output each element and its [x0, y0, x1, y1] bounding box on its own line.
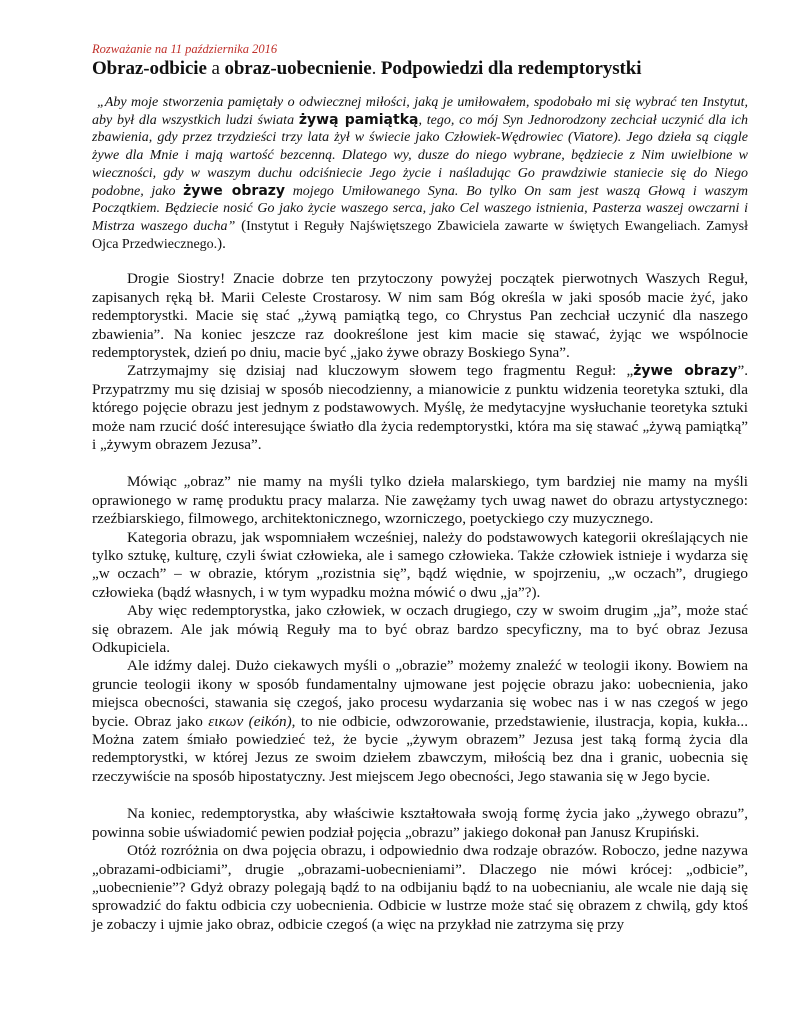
- paragraph-2-emphasis: żywe obrazy: [633, 363, 738, 380]
- source-paren-close: ).: [217, 235, 226, 252]
- paragraph-6: [92, 657, 748, 786]
- title-part-2: obraz-uobecnienie: [224, 58, 372, 79]
- quote-emphasis-1: żywą pamiątką: [298, 111, 419, 128]
- paragraph-5: Aby więc redemptorystka, jako człowiek, w oczach drugiego, czy w swoim drugim „ja”, może stać się obrazem. Ale jak mówią Reguły ma to być obraz bardzo specyficzny, ma to być obraz Jezusa Odkupiciela.: [92, 602, 748, 657]
- paragraph-1: Drogie Siostry! Znacie dobrze ten przytoczony powyżej początek pierwotnych Waszych Reguł, zapisanych ręką bł. Marii Celeste Crostarosy. W nim sam Bóg określa w jaki sposób macie żyć, jako redemptorystki. Macie się stać „żywą pamiątką tego, co Chrystus Pan zechciał uczynić dla naszego zbawienia”. Na koniec jeszcze raz dookreślone jest kim macie się stawać, żyjąc we wspólnocie redemptorystek, dzień po dniu, macie być „jako żywe obrazy Boskiego Syna”.: [92, 270, 748, 361]
- paragraph-6-text-2: , to nie odbicie, odwzorowanie, przedstawienie, ilustracja, kopia, kukła... Można zatem śmiało powiedzieć też, że bycie „żywym obrazem” Jezusa jest taką formą życia dla redemptorystki, w której Jezus ze swoim dziełem zbawczym, miłością bez dna i granic, uobecnia się rzeczywiście na sposób hipostatyczny. Jest miejscem Jego obecności, Jego stawania się w Jego bycie.: [92, 712, 749, 785]
- quote-emphasis-2: żywe obrazy: [183, 182, 286, 199]
- paragraph-3: Mówiąc „obraz” nie mamy na myśli tylko dzieła malarskiego, tym bardziej nie mamy na myśli oprawionego w ramę produktu pracy malarza. Nie zawężamy tych uwag nawet do obrazu artystycznego: rzeźbiarskiego, filmowego, architektonicznego, wzorniczego, poetyckiego czy muzycznego.: [92, 473, 748, 528]
- quote-text-2: , tego, co mój Syn Jednorodzony zechciał uczynić dla ich zbawienia, gdy przez trzydzieści trzy lata żył w świecie jako Człowiek-Wędrowiec (Viatore). Jego dzieła są ciągle żywe dla Mnie i mają wartość bezcenną. Dlatego wy, dusze do niego wybrane, będziecie z Nim uwielbione w wieczności, gdy w waszym duchu odciśniecie Jego życie i naśladując Go prawdziwie staniecie się do Niego podobne, jako: [92, 112, 748, 199]
- quote-text-3: mojego Umiłowanego Syna. Bo tylko On sam jest waszą Głową i waszym Początkiem. Będziecie nosić Go jako życie waszego serca, jako Cel waszego istnienia, Pasterza waszej owczarni i Mistrza waszego ducha”: [92, 183, 748, 234]
- rule-quotation: [92, 94, 748, 253]
- greek-term: εικων (eikón): [208, 712, 292, 730]
- paragraph-2: [92, 362, 748, 454]
- title-connector-2: .: [371, 58, 381, 79]
- paragraph-4: Kategoria obrazu, jak wspomniałem wcześniej, należy do podstawowych kategorii określających nie tylko sztukę, kulturę, czyli świat człowieka, ale i samego człowieka. Także człowiek istnieje i wydarza się „w oczach” – w obrazie, którym „rozistnia się”, bądź więdnie, w spojrzeniu, „w oczach”, drugiego człowieka (bądź własnych, i w tym wypadku można mówić o dwu „ja”?).: [92, 528, 748, 601]
- quote-text-1: „Aby moje stworzenia pamiętały o odwiecznej miłości, jaką je umiłowałem, spodobało mi się wybrać ten Instytut, aby był dla wszystkich ludzi świata: [92, 95, 748, 128]
- title-connector-1: a: [206, 58, 225, 79]
- source-paren-open: (: [235, 217, 247, 234]
- paragraph-2-text-1: Zatrzymajmy się dzisiaj nad kluczowym słowem tego fragmentu Reguł: „: [127, 362, 634, 380]
- document-page: [92, 42, 748, 934]
- paragraph-6-text-1: Ale idźmy dalej. Dużo ciekawych myśli o „obrazie” możemy znaleźć w teologii ikony. Bowiem na gruncie teologii ikony w sposób fundamentalny ujmowane jest pojęcie obrazu jako: uobecnienia, jako miejsca obecności, stawania się czegoś, jako procesu wydarzania się wobec nas i w nas czegoś w jego bycie. Obraz jako: [92, 657, 748, 730]
- quote-source: Instytut i Reguły Najświętszego Zbawiciela zawarte w świętych Ewangeliach. Zamysł Ojca Przedwiecznego.: [92, 218, 749, 252]
- paragraph-7: Na koniec, redemptorystka, aby właściwie kształtowała swoją formę życia jako „żywego obrazu”, powinna sobie uświadomić pewien podział pojęcia „obrazu” jakiego dokonał pan Janusz Krupiński.: [92, 805, 748, 841]
- document-title: [92, 57, 748, 80]
- title-part-3: Podpowiedzi dla redemptorystki: [380, 58, 642, 79]
- paragraph-2-text-2: ”. Przypatrzmy mu się dzisiaj w sposób niecodzienny, a mianowicie z punktu widzenia teoretyka sztuki, dla którego pojęcie obrazu jest jednym z podstawowych. Myślę, że medytacyjne wysłuchanie teoretyka sztuki może nam rzucić dość interesujące światło dla życia redemptorystki, która ma się stawać „żywą pamiątką” i „żywym obrazem Jezusa”.: [92, 362, 749, 453]
- meditation-date: Rozważanie na 11 października 2016: [92, 42, 278, 56]
- paragraph-8: Otóż rozróżnia on dwa pojęcia obrazu, i odpowiednio dwa rodzaje obrazów. Roboczo, jedne nazywa „obrazami-odbiciami”, drugie „obrazami-uobecnieniami”. Dlaczego nie mówi krócej: „odbicie”, „uobecnienie”? Gdyż obrazy polegają bądź to na odbijaniu bądź to na uobecnianiu, ale wcale nie dają się sprowadzić do faktu odbicia czy uobecnienia. Odbicie w lustrze może stać się obrazem z chwilą, gdy ktoś je zobaczy i ujmie jako obraz, odbicie czegoś (a więc na przykład nie zatrzyma się przy: [92, 842, 748, 933]
- title-part-1: Obraz-odbicie: [92, 58, 207, 79]
